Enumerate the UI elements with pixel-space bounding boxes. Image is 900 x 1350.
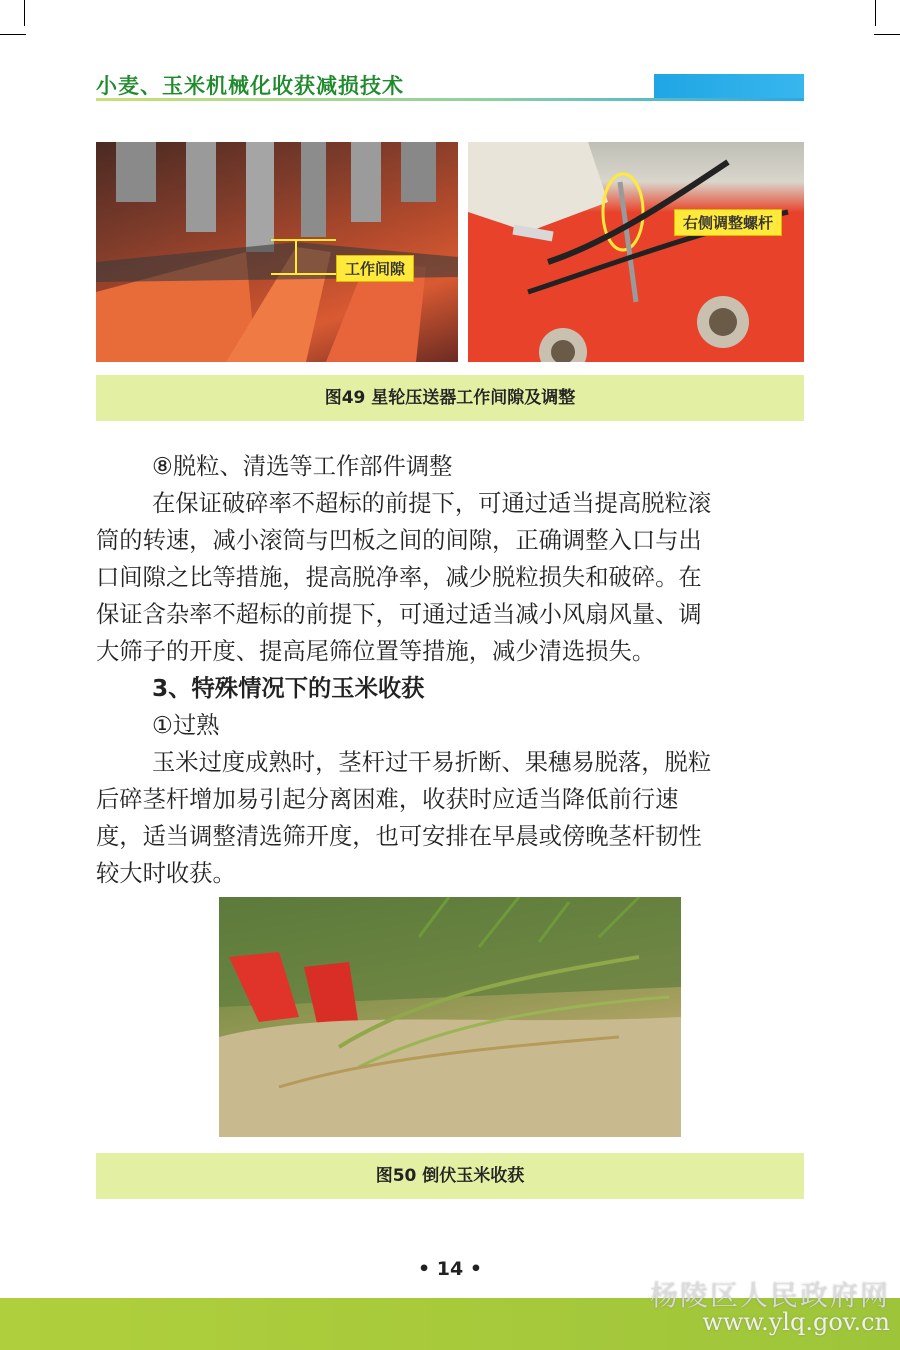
page-number: • 14 • [418,1258,482,1280]
paragraph-line: 在保证破碎率不超标的前提下，可通过适当提高脱粒滚 [152,490,712,517]
header-accent-block [654,74,804,98]
subsection-heading: ⑧脱粒、清选等工作部件调整 [152,453,453,480]
paragraph-line: 口间隙之比等措施，提高脱净率，减少脱粒损失和破碎。在 [96,564,702,591]
rod-illustration [468,142,804,362]
paragraph-line: 保证含杂率不超标的前提下，可通过适当减小风扇风量、调 [96,601,702,628]
adjust-rod-label: 右侧调整螺杆 [674,209,782,236]
harvest-illustration [219,897,681,1137]
paragraph-line: 玉米过度成熟时，茎杆过干易折断、果穗易脱落，脱粒 [152,749,712,776]
body-text [96,448,806,892]
running-header-title: 小麦、玉米机械化收获减损技术 [96,74,404,98]
watermark-site-name: 杨陵区人民政府网 [649,1279,890,1312]
crop-mark [875,0,876,26]
paragraph-line: 后碎茎杆增加易引起分离困难，收获时应适当降低前行速 [96,786,679,813]
paragraph-line: 大筛子的开度、提高尾筛位置等措施，减少清选损失。 [96,638,656,665]
roller-illustration [96,142,458,362]
paragraph-line: 较大时收获。 [96,860,236,887]
crop-mark [874,34,900,35]
figure49-photo-gap [96,142,458,362]
figure49-caption: 图49 星轮压送器工作间隙及调整 [96,375,804,421]
figure50-caption: 图50 倒伏玉米收获 [96,1153,804,1199]
paragraph-line: 筒的转速，减小滚筒与凹板之间的间隙，正确调整入口与出 [96,527,702,554]
watermark-url: www.ylq.gov.cn [702,1308,890,1336]
section-heading: 3、特殊情况下的玉米收获 [152,675,425,702]
subsection-heading: ①过熟 [152,712,220,739]
header-rule [96,98,804,101]
crop-mark [24,0,25,26]
crop-mark [0,34,26,35]
gap-label: 工作间隙 [336,255,414,282]
figure49-photo-adjust-rod [468,142,804,362]
figure50-photo-lodged-corn [219,897,681,1137]
paragraph-line: 度，适当调整清选筛开度，也可安排在早晨或傍晚茎杆韧性 [96,823,702,850]
